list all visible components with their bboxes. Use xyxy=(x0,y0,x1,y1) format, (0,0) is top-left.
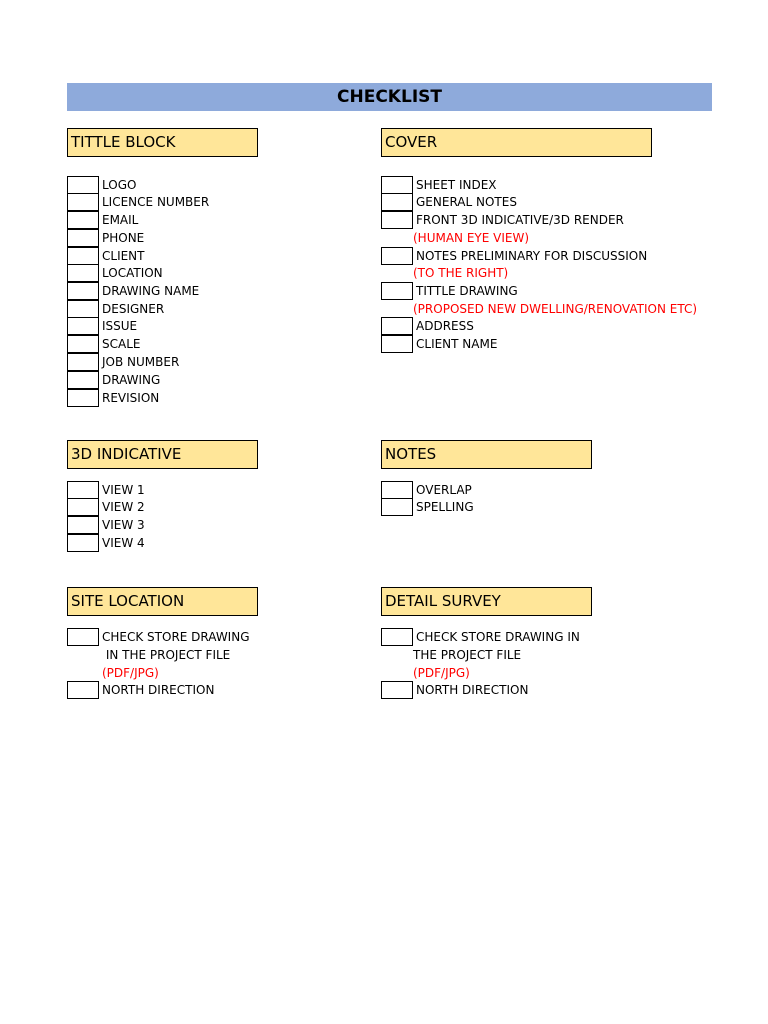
page-title: CHECKLIST xyxy=(337,87,442,107)
note-pdf-jpg: (PDF/JPG) xyxy=(413,666,470,680)
section-header-notes xyxy=(381,440,592,469)
item-label: VIEW 2 xyxy=(102,500,145,514)
checkbox[interactable] xyxy=(381,176,413,194)
section-header-site-location xyxy=(67,587,258,616)
item-label: ADDRESS xyxy=(416,319,474,333)
item-label: ISSUE xyxy=(102,319,138,333)
section-header-3d-indicative xyxy=(67,440,258,469)
checkbox[interactable] xyxy=(67,247,99,265)
checkbox[interactable] xyxy=(67,300,99,318)
section-title: DETAIL SURVEY xyxy=(385,592,501,610)
item-label: NORTH DIRECTION xyxy=(102,683,215,697)
checkbox[interactable] xyxy=(67,193,99,211)
item-label: REVISION xyxy=(102,391,160,405)
section-title: 3D INDICATIVE xyxy=(71,445,182,463)
checkbox[interactable] xyxy=(67,264,99,282)
checkbox[interactable] xyxy=(381,317,413,335)
checkbox[interactable] xyxy=(381,498,413,516)
item-label: EMAIL xyxy=(102,213,139,227)
checkbox[interactable] xyxy=(67,229,99,247)
item-label-continuation: THE PROJECT FILE xyxy=(413,648,522,662)
item-label: NOTES PRELIMINARY FOR DISCUSSION xyxy=(416,249,648,263)
item-label: DRAWING NAME xyxy=(102,284,200,298)
section-title: NOTES xyxy=(385,445,437,463)
note-human-eye-view: (HUMAN EYE VIEW) xyxy=(413,231,530,245)
checkbox[interactable] xyxy=(67,317,99,335)
item-label: DESIGNER xyxy=(102,302,165,316)
checkbox[interactable] xyxy=(381,481,413,499)
item-label: FRONT 3D INDICATIVE/3D RENDER xyxy=(416,213,624,227)
checkbox[interactable] xyxy=(67,176,99,194)
note-pdf-jpg: (PDF/JPG) xyxy=(102,666,159,680)
item-label: JOB NUMBER xyxy=(102,355,180,369)
checkbox[interactable] xyxy=(381,282,413,300)
section-title: TITTLE BLOCK xyxy=(71,133,176,151)
note-proposed-new-dwelling: (PROPOSED NEW DWELLING/RENOVATION ETC) xyxy=(413,302,698,316)
checkbox[interactable] xyxy=(67,681,99,699)
section-header-detail-survey xyxy=(381,587,592,616)
item-label: CHECK STORE DRAWING IN xyxy=(416,630,580,644)
item-label: OVERLAP xyxy=(416,483,472,497)
item-label: CLIENT NAME xyxy=(416,337,498,351)
item-label: NORTH DIRECTION xyxy=(416,683,529,697)
item-label: PHONE xyxy=(102,231,145,245)
item-label: LOCATION xyxy=(102,266,163,280)
item-label: SPELLING xyxy=(416,500,474,514)
item-label: CLIENT xyxy=(102,249,145,263)
checkbox[interactable] xyxy=(381,335,413,353)
checkbox[interactable] xyxy=(67,282,99,300)
checkbox[interactable] xyxy=(67,353,99,371)
item-label: CHECK STORE DRAWING xyxy=(102,630,250,644)
checkbox[interactable] xyxy=(67,534,99,552)
checkbox[interactable] xyxy=(67,371,99,389)
item-label: TITTLE DRAWING xyxy=(416,284,518,298)
section-title: COVER xyxy=(385,133,438,151)
checkbox[interactable] xyxy=(67,481,99,499)
checkbox[interactable] xyxy=(381,247,413,265)
checkbox[interactable] xyxy=(67,498,99,516)
checkbox[interactable] xyxy=(381,628,413,646)
checklist-title-banner xyxy=(67,83,712,111)
item-label: VIEW 1 xyxy=(102,483,145,497)
section-header-tittle-block xyxy=(67,128,258,157)
item-label: SCALE xyxy=(102,337,141,351)
checkbox[interactable] xyxy=(67,389,99,407)
section-header-cover xyxy=(381,128,652,157)
item-label: VIEW 4 xyxy=(102,536,145,550)
item-label-continuation: IN THE PROJECT FILE xyxy=(102,648,231,662)
checkbox[interactable] xyxy=(67,516,99,534)
item-label: LICENCE NUMBER xyxy=(102,195,210,209)
item-label: LOGO xyxy=(102,178,137,192)
item-label: VIEW 3 xyxy=(102,518,145,532)
item-label: SHEET INDEX xyxy=(416,178,497,192)
checkbox[interactable] xyxy=(67,628,99,646)
note-to-the-right: (TO THE RIGHT) xyxy=(413,266,509,280)
checkbox[interactable] xyxy=(67,211,99,229)
checkbox[interactable] xyxy=(381,681,413,699)
item-label: DRAWING xyxy=(102,373,161,387)
checkbox[interactable] xyxy=(381,211,413,229)
item-label: GENERAL NOTES xyxy=(416,195,517,209)
checkbox[interactable] xyxy=(67,335,99,353)
checkbox[interactable] xyxy=(381,193,413,211)
section-title: SITE LOCATION xyxy=(71,592,185,610)
